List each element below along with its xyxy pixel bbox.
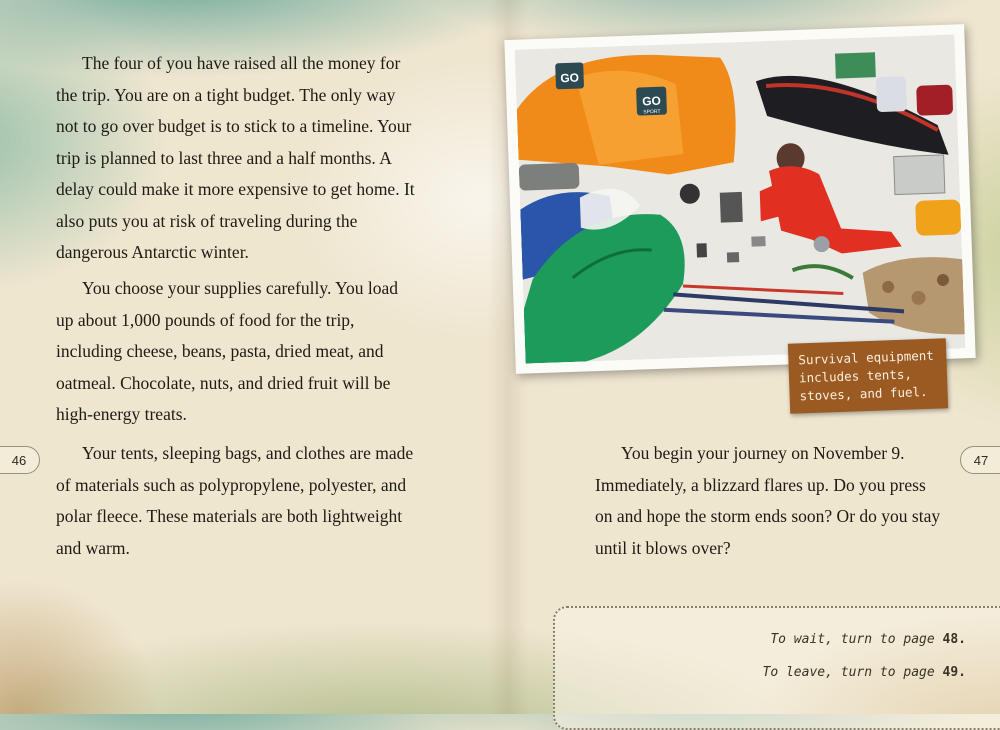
tent-logo-2: GO [641, 93, 662, 109]
choice-wait-end: . [958, 632, 966, 647]
right-paragraph: You begin your journey on November 9. Immediately, a blizzard flares up. Do you press on and hope the storm ends soon? Or do you stay until it blows over? [595, 443, 941, 558]
equipment-photo-frame [504, 24, 975, 374]
choice-leave-text: To leave, turn to page [762, 665, 943, 680]
tent-logo-sub: SPORT [643, 108, 661, 116]
equipment-photo [515, 34, 966, 363]
choice-leave[interactable] [763, 665, 967, 680]
choice-leave-page: 49 [942, 665, 959, 680]
choice-wait[interactable] [770, 632, 966, 647]
page-number-left: 46 [0, 446, 40, 474]
tent-logo: GO [560, 70, 580, 86]
choice-wait-text: To wait, turn to page [770, 632, 943, 647]
left-paragraph-3: Your tents, sleeping bags, and clothes are made of materials such as polypropylene, polyester, and polar fleece. These materials are both lightweight and warm. [56, 443, 414, 558]
choice-leave-end: . [958, 665, 966, 680]
choice-wait-page: 48 [942, 632, 959, 647]
page-number-right: 47 [960, 446, 1000, 474]
left-paragraph-2: You choose your supplies carefully. You load up about 1,000 pounds of food for the trip, including cheese, beans, pasta, dried meat, and oatmeal. Chocolate, nuts, and dried fruit will be high-energy treats. [56, 278, 398, 424]
left-paragraph-1: The four of you have raised all the money for the trip. You are on a tight budget. The only way not to go over budget is to stick to a timeline. Your trip is planned to last three and a half months. A delay could make it more expensive to get home. It also puts you at risk of traveling during the dangerous Antarctic winter. [56, 53, 415, 262]
photo-caption: Survival equipment includes tents, stoves, and fuel. [788, 338, 948, 413]
